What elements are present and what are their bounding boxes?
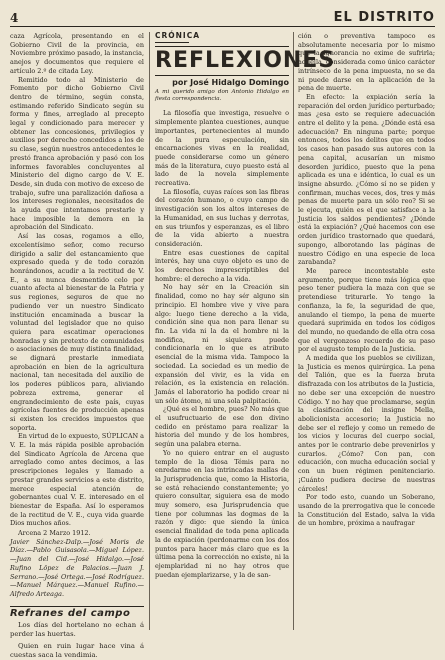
paragraph: En efecto: la expiación sería la reparación del orden jurídico perturbado; mas ¿esa esto se requiere adecuación entre el delito y la pena. ¿Dónde está esa adecuación? En ninguna parte; porque entonces, todos los delitos que en todos los casos han pasado sus autores con la pena capital, acusarían un mismo desorden jurídico, puesto que la pena aplicada es una e idéntica, lo cual es un insigne absurdo. ¿Cómo sí no se piden y confirman, muchas veces, dos, tres y más penas de muerte para un sólo reo? Si se le ejecuta, quién es el que satisface a la Justicia los saldos pendientes? ¿Dónde está la expiación? ¿Qué hacemos con ese orden jurídico trastornado que quedará, supongo, alborotando las páginas de nuestro Código en una especie de loca zarabanda? (298, 92, 435, 267)
refranes-box (10, 606, 144, 660)
paragraph: En virtud de lo expuesto, SÚPLICAN a V. E. la más rápida posible aprobación del Sindicato Agrícola de Arcena que arreglado como antes decimos, a las prescripciones legales y llamado a prestar grandes servicios a este distrito, merece especial atención de gobernantes cual V. E. interesado en el bienestar de España. Así lo esperamos de la rectitud de V. E., cuya vida guarde Dios muchos años. (10, 432, 144, 528)
masthead: EL DISTRITO (333, 10, 435, 25)
page-header (10, 6, 435, 27)
paragraph: Me parece incontestable este argumento, porque tiene más lógica que peso tener pudiera la maza con que se pretendiese triturarle. Yo tengo la confianza, la fe, la seguridad de que, anulando el tiempo, la pena de muerte quedará suprimida en todos los códigos del mundo, no quedando de ella otra cosa que el vergonzoso recuerdo de su paso por el augusto templo de la Justicia. (298, 266, 435, 354)
column-divider (293, 32, 294, 630)
column-middle (155, 31, 336, 634)
page-number: 4 (10, 11, 19, 25)
signatures: Javier Sánchez-Dalp.—José Moris de Díaz.—Pablo Guisasola.—Miguel López.—Juan del Cid.—José Hidalgo.—José Rufino Löpez de Palacios.—Juan J. Serrano.—José Ortega.—José Rodríguez.—Manuel Márquez.—Manuel Rufino.—Alfredo Arteaga. (10, 537, 144, 598)
paragraph: ción o preventiva tampoco es absolutamente necesaria por lo mismo que la ignorancia no exime de sufrirla; aquélla, considerada como único carácter intrínseco de la pena impuesta, no se da ni puede darse en la aplicación de la pena de muerte. (298, 32, 435, 93)
paragraph: No hay sér en la Creación sin finalidad, como no hay sér alguno sin principio. El hombre vive y vive para algo: luego tiene derecho a la vida, condición sine qua non para llenar su fin. La vida ni la da el hombre ni la modifica, ni siquiera puede condicionarla en lo que es atributo esencial de la misma vida. Tampoco la sociedad. La sociedad es un medio de expansión del vivir, es la vida en relación, es la existencia en relación. Jamás el laboratorio ha podido crear ni un sólo átomo, ni una sola palpitación. (155, 283, 289, 405)
paragraph: La filosofía, cuyas raíces son las fibras del corazón humano, o cuyo campo de investigación son los altos intereses de la Humanidad, en sus luchas y derrotas, en sus triunfos y esperanzas, es el libro de la vida abierto a nuestra consideración. (155, 187, 289, 248)
paragraph: Por todo esto, cuando un Soberano, usando de la prerrogativa que le concede la Constitución del Estado, salva la vida de un hombre, próxima a naufragar (298, 493, 435, 528)
paragraph: Entre esas cuestiones de capital interés, hay una cuyo objeto es uno de los derechos imprescriptibles del hombre: el derecho a la vida. (155, 248, 289, 283)
paragraph: Remitido todo al Ministerio de Fomento por dicho Gobierno Civil dentro de término, según consta, estimando referido Sindicato según su forma y fines, arreglado al precepto legal y condicionado para merecer y obtener las concesiones, privilegios y auxilios por derecho concedidos a los de su clase, según nuestros antecedentes le prestó franca aprobación y pasó con los informes favorables concluyentes al Ministerio del digno cargo de V. E. Desde, sin duda con motivo de exceso de trabajo, sufre una paralización dañosa a los intereses regionales, necesitados de la ayuda que intentamos prestarle y hace imposible la demora en la aprobación del Sindicato. (10, 75, 144, 232)
dedication: A mi querido amigo don Antonio Hidalgo en fiesta correspondencia. (155, 89, 289, 103)
byline: por José Hidalgo Domingo (172, 77, 289, 87)
article-title: REFLEXIONES (155, 46, 289, 76)
column-right (298, 32, 435, 634)
column-left (10, 32, 144, 660)
section-kicker: CRÓNICA (155, 32, 189, 43)
paragraph: La filosofía que investiga, resuelve o simplemente plantea cuestiones, aunque importantes, pertenecientes al mundo de la pura especulación, sin encarnaciones vivas en la realidad, puede considerarse como un género más de la literatura, cuyo puesto está al lado de la novela simplemente recreativa. (155, 109, 289, 188)
paragraph: Así las cosas, rogamos a ello, excelentísimo señor, como recurso dirigido a salir del estancamiento que expresado queda y de todo corazón honrándonos, acudir a la rectitud de V. E., a su nunca desmentido celo por cuanto afecta al bienestar de la Patria y sus regiones, seguros de que no pudiendo ver un nuestro Sindicato institución encaminada a buscar la voluntad del legislador que no quiso quiera para escatimar operaciones honradas y sin pretexto de comunidades o asociaciones de muy distinta finalidad, se dignará prestarle inmediata aprobación en bien de la agricultura nacional, tan necesitada del auxilio de los poderes públicos para, aliviando pobreza extrema, generar el engrandecimiento de este país, cuyas agrícolas fuentes de producción apenas si existen los crecidos impuestos que soporta. (10, 232, 144, 432)
refranes-title: Refranes del campo (10, 607, 131, 619)
column-divider (149, 32, 150, 630)
refran: Los días del hortelano no echan á perder las huertas. (10, 621, 144, 639)
dateline: Arcena 2 Marzo 1912. (18, 529, 91, 538)
paragraph: A medida que los pueblos se civilizan, la Justicia es menos quirúrgica. La pena del Talión, que es la fuerza bruta disfrazada con los atributos de la Justicia, no debe ser una excepción de nuestro Código. Y no hay que proclamarse, según la clasificación del insigne Mella, abolicionista accesorio; la Justicia no debe ser el reflejo y como un remedo de los vicios y locuras del cuerpo social, antes por le contrario debe prevenirlos y curarlos. ¿Cómo? Con pan, con educación, con mucha educación social y con un buen régimen penitenciario. ¡Cuánto pudiera decirse de nuestras cárceles! (298, 354, 435, 493)
refran: Quien en ruin lugar hace vina á cuestas saca la vendimia. (10, 642, 144, 660)
paragraph: Yo no quiero entrar en el augusto templo de la diosa Témis para no enredarme en las intrincadas mallas de la Jurisprudencia que, como la Historia, se está rehaciendo constantemente; yo quiero consultar, siguiera esa de modo muy somero, esa Jurisprudencia que tiene por columnas las dogmas de la razón y digo: que siendo la única esencial finalidad de toda pena aplicada la de expiación (perdonarme con los dos puntos para hacer más claro que es la última pena la corrección no existe, ni la ejemplaridad ni no hay otros que puedan ejemplarizarse, y la de san- (155, 448, 289, 579)
paragraph: caza Agrícola, presentando en el Gobierno Civil de la provincia, en Noviembre próximo pasado, la instancia, anejos y documentos que requiere el artículo 2.º de citada Ley. (10, 32, 144, 75)
paragraph: ¿Qué es el hombre, pues? No más que el usufructuario de ese don divino cedido en préstamo para realizar la historia del mundo y de los hombres, según una palabra eterna. (155, 405, 289, 449)
